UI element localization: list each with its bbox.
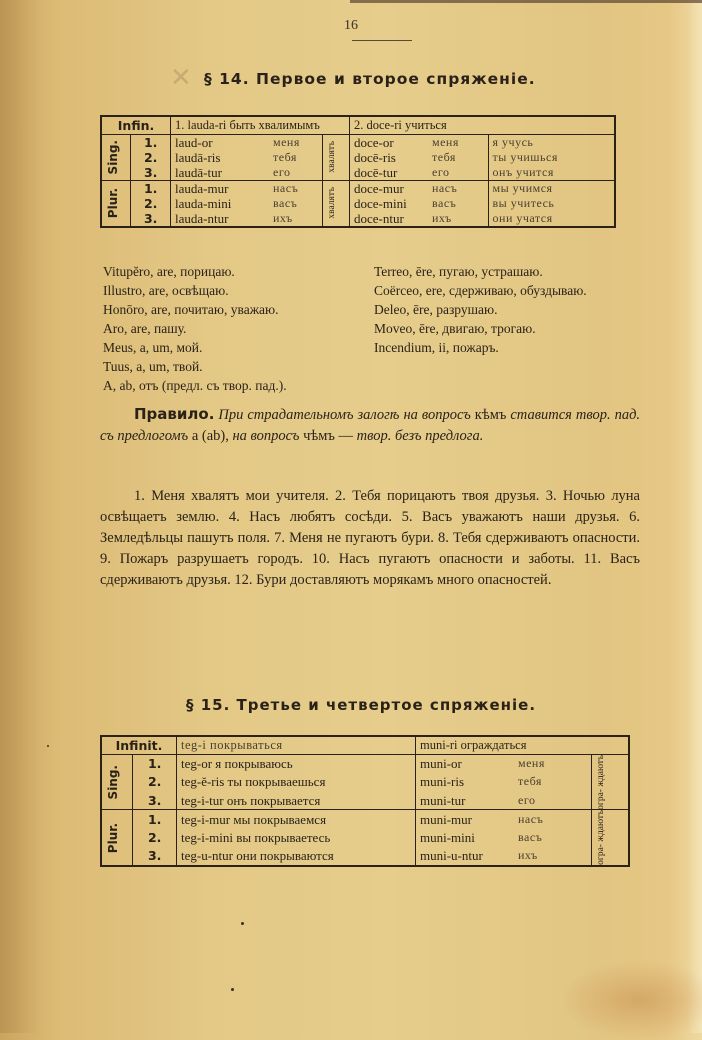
russian-pronoun: васъ bbox=[432, 195, 457, 210]
latin-form-with-translation: teg-ĕ-ris ты покрываешься bbox=[177, 773, 416, 791]
col1-header: teg-i покрываться bbox=[177, 736, 416, 754]
verb-gloss: огра- ждаютъ bbox=[596, 754, 606, 810]
person-num: 2. bbox=[133, 829, 177, 847]
latin-form: docē-tur bbox=[350, 165, 429, 181]
paper-speck bbox=[47, 745, 49, 747]
latin-form: muni-u-ntur bbox=[416, 847, 515, 866]
latin-form: doce-mur bbox=[350, 180, 429, 196]
latin-form: laudā-tur bbox=[171, 165, 270, 181]
russian-pronoun: тебя bbox=[273, 149, 297, 164]
vocab-entry: Tuus, a, um, твой. bbox=[103, 359, 203, 374]
latin-form: laudā-ris bbox=[171, 150, 270, 165]
russian-pronoun: меня bbox=[273, 134, 300, 149]
page-number-rule bbox=[352, 40, 412, 41]
russian-pronoun: насъ bbox=[273, 180, 299, 195]
russian-pronoun: васъ bbox=[273, 195, 298, 210]
vocab-entry: Terreo, ēre, пугаю, устрашаю. bbox=[374, 264, 543, 279]
infinit-label: Infinit. bbox=[115, 737, 163, 753]
sing-label: Sing. bbox=[106, 139, 120, 175]
paper-speck bbox=[241, 922, 244, 925]
vocab-entry: Moveo, ēre, двигаю, трогаю. bbox=[374, 321, 536, 336]
vocab-entry: Meus, a, um, мой. bbox=[103, 340, 203, 355]
top-edge-bar bbox=[350, 0, 702, 3]
person-num: 2. bbox=[131, 150, 171, 165]
paper-stain bbox=[560, 960, 702, 1040]
person-num: 1. bbox=[133, 810, 177, 829]
person-num: 2. bbox=[133, 773, 177, 791]
russian-pronoun: ихъ bbox=[518, 848, 538, 863]
latin-form-with-translation: teg-i-mini вы покрываетесь bbox=[177, 829, 416, 847]
latin-form: laud-or bbox=[171, 134, 270, 150]
vocab-entry: Aro, are, пашу. bbox=[103, 321, 187, 336]
verb-gloss: хвалятъ bbox=[327, 187, 337, 219]
grammar-rule: Правило. При страдательномъ залогѣ на вопросъ кѣмъ ставится твор. пад. съ предлогомъ a (ab), на вопросъ чѣмъ — твор. безъ предлога. bbox=[100, 405, 641, 444]
russian-pronoun: его bbox=[432, 164, 450, 179]
translation-exercise bbox=[100, 486, 640, 591]
exercise-text: 1. Меня хвалятъ мои учителя. 2. Тебя порицаютъ твоя друзья. 3. Ночью луна освѣщаетъ землю. 4. Насъ любятъ сосѣди. 5. Васъ уважаютъ наши друзья. 6. Земледѣльцы пашутъ поля. 7. Меня не пугаютъ бури. 8. Тебя сдерживаютъ опасности. 9. Пожаръ разрушаетъ городъ. 10. Насъ пугаютъ опасности и заботы. 11. Васъ сдерживаютъ друзья. 12. Бури доставляютъ морякамъ много опасностей. bbox=[100, 488, 640, 588]
sing-label: Sing. bbox=[106, 764, 120, 800]
vocab-entry: Vitupĕro, are, порицаю. bbox=[103, 264, 235, 279]
conjugation-table-15 bbox=[100, 735, 630, 867]
latin-form: docē-ris bbox=[350, 150, 429, 165]
person-num: 1. bbox=[131, 134, 171, 150]
russian-pronoun: васъ bbox=[518, 830, 543, 845]
latin-form: lauda-ntur bbox=[171, 211, 270, 227]
latin-form: muni-mini bbox=[416, 829, 515, 847]
latin-form-with-translation: teg-i-tur онъ покрывается bbox=[177, 791, 416, 810]
person-num: 1. bbox=[133, 754, 177, 773]
russian-pronoun: ихъ bbox=[273, 210, 293, 225]
vocab-entry: Incendium, ii, пожаръ. bbox=[374, 340, 499, 355]
conjugation-table-14 bbox=[100, 115, 616, 228]
page-edge bbox=[688, 0, 702, 1033]
russian-pronoun: меня bbox=[432, 134, 459, 149]
russian-pronoun: насъ bbox=[518, 811, 544, 826]
russian-pronoun: его bbox=[273, 164, 291, 179]
latin-form: doce-or bbox=[350, 134, 429, 150]
latin-form-with-translation: teg-i-mur мы покрываемся bbox=[177, 810, 416, 829]
russian-pronoun: ихъ bbox=[432, 210, 452, 225]
latin-form-with-translation: teg-or я покрываюсь bbox=[177, 754, 416, 773]
latin-form: doce-ntur bbox=[350, 211, 429, 227]
vocabulary-right bbox=[374, 262, 644, 357]
col1-header: 1. lauda-ri быть хвалимымъ bbox=[171, 116, 350, 134]
latin-form: muni-tur bbox=[416, 791, 515, 810]
translation: вы учитесь bbox=[488, 196, 615, 211]
vocab-entry: Illustro, are, освѣщаю. bbox=[103, 283, 229, 298]
latin-form: muni-mur bbox=[416, 810, 515, 829]
person-num: 1. bbox=[131, 180, 171, 196]
vocab-entry: A, ab, отъ (предл. съ твор. пад.). bbox=[103, 378, 287, 393]
verb-gloss: огра- ждаютъ bbox=[596, 810, 606, 866]
russian-pronoun: тебя bbox=[432, 149, 456, 164]
translation: ты учишься bbox=[488, 150, 615, 165]
col2-header: 2. doce-ri учиться bbox=[350, 116, 616, 134]
person-num: 3. bbox=[131, 165, 171, 181]
russian-pronoun: его bbox=[518, 792, 536, 807]
person-num: 3. bbox=[131, 211, 171, 227]
translation: я учусь bbox=[488, 134, 615, 150]
section-14-heading: § 14. Первое и второе спряженіе. bbox=[204, 70, 536, 88]
latin-form: doce-mini bbox=[350, 196, 429, 211]
rule-title: Правило. bbox=[134, 405, 215, 423]
vocabulary-left bbox=[103, 262, 287, 395]
paper-speck bbox=[231, 988, 234, 991]
translation: онъ учится bbox=[488, 165, 615, 181]
plur-label: Plur. bbox=[106, 822, 120, 853]
russian-pronoun: тебя bbox=[518, 774, 542, 789]
russian-pronoun: меня bbox=[518, 756, 545, 771]
person-num: 3. bbox=[133, 847, 177, 866]
latin-form: muni-or bbox=[416, 754, 515, 773]
translation: они учатся bbox=[488, 211, 615, 227]
page-number: 16 bbox=[344, 18, 358, 33]
russian-pronoun: насъ bbox=[432, 180, 458, 195]
plur-label: Plur. bbox=[106, 187, 120, 219]
infin-label: Infin. bbox=[117, 117, 155, 133]
latin-form: lauda-mini bbox=[171, 196, 270, 211]
page-gutter-shadow bbox=[0, 0, 40, 1033]
verb-gloss: хвалятъ bbox=[327, 141, 337, 173]
pencil-cross-mark-icon: ✕ bbox=[170, 63, 192, 93]
section-15-heading: § 15. Третье и четвертое спряженіе. bbox=[186, 696, 537, 714]
latin-form: lauda-mur bbox=[171, 180, 270, 196]
person-num: 2. bbox=[131, 196, 171, 211]
translation: мы учимся bbox=[488, 180, 615, 196]
vocab-entry: Honōro, are, почитаю, уважаю. bbox=[103, 302, 279, 317]
col2-header: muni-ri ограждаться bbox=[416, 736, 630, 754]
person-num: 3. bbox=[133, 791, 177, 810]
vocab-entry: Deleo, ēre, разрушаю. bbox=[374, 302, 498, 317]
latin-form: muni-ris bbox=[416, 773, 515, 791]
latin-form-with-translation: teg-u-ntur они покрываются bbox=[177, 847, 416, 866]
vocab-entry: Coërceo, ere, сдерживаю, обуздываю. bbox=[374, 283, 587, 298]
